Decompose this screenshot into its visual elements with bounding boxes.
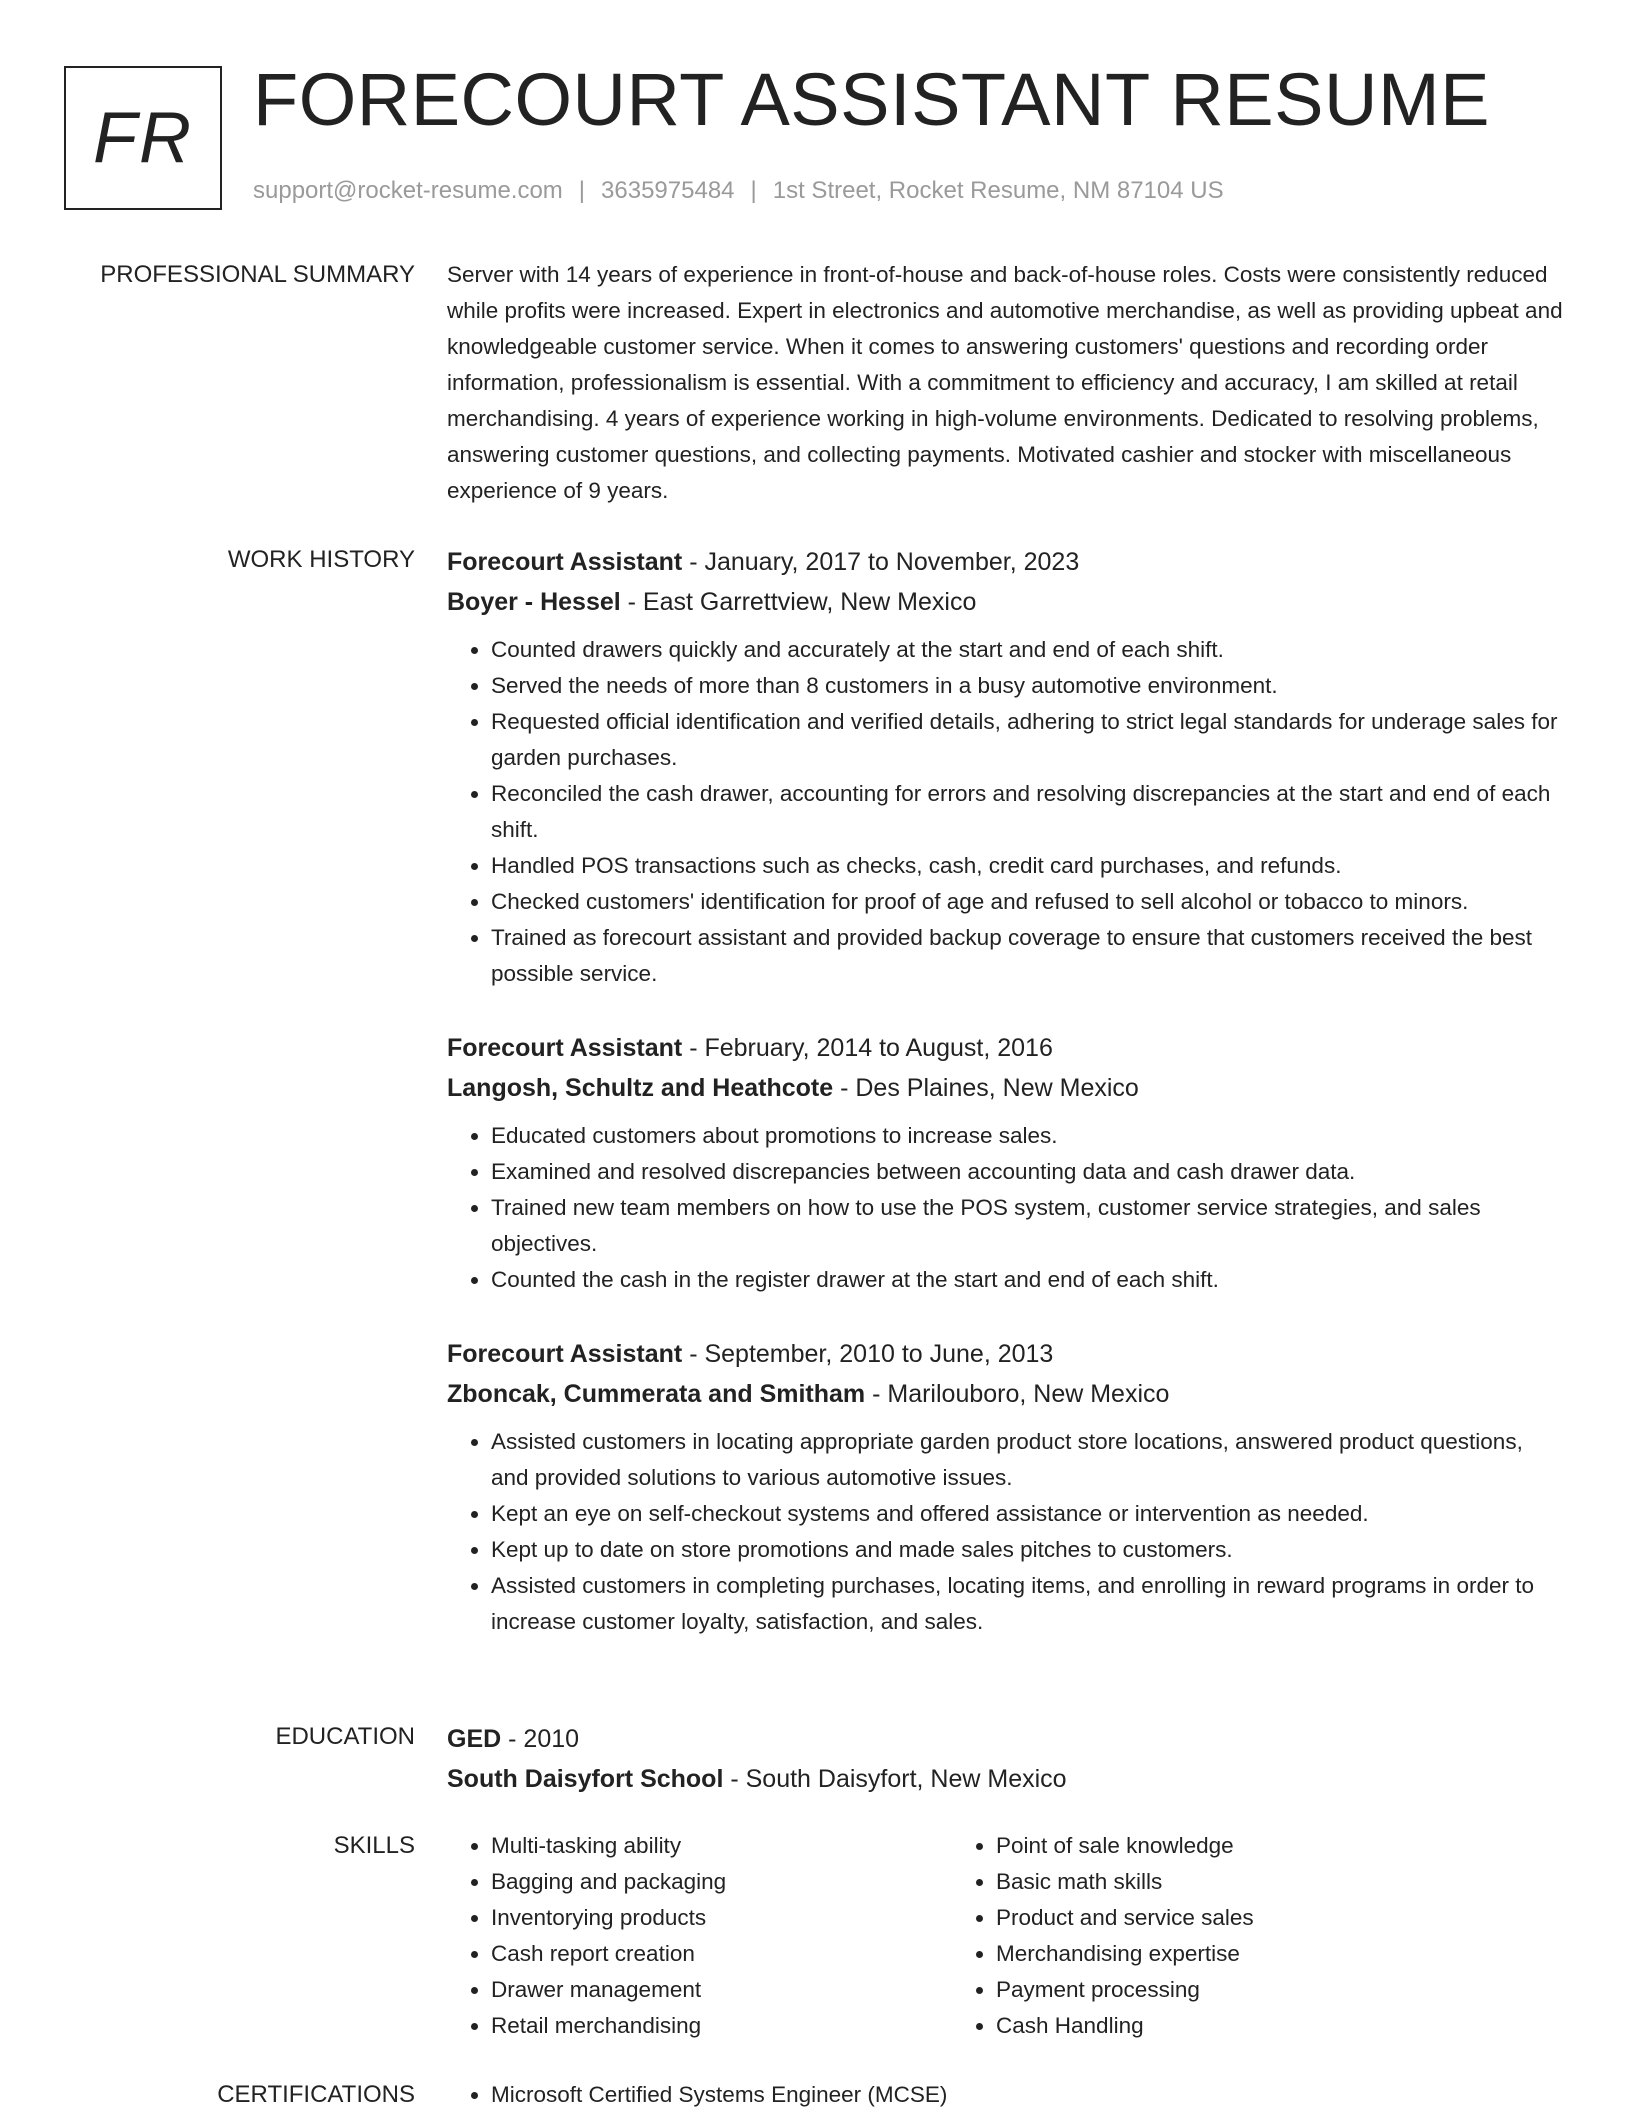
skills-list-right [952, 1828, 1457, 2044]
monogram-text: FR [93, 98, 193, 178]
job-bullet: • Reconciled the cash drawer, accounting for errors and resolving discrepancies at the start and end of each shift. [491, 776, 1565, 848]
job-bullet: • Checked customers' identification for proof of age and refused to sell alcohol or tobacco to minors. [491, 884, 1565, 920]
work-history-list [447, 542, 1565, 1676]
resume-title: FORECOURT ASSISTANT RESUME [253, 58, 1490, 141]
skill-item: • Basic math skills [996, 1864, 1457, 1900]
job-bullet: • Kept an eye on self-checkout systems and offered assistance or intervention as needed. [491, 1496, 1565, 1532]
skill-item: • Bagging and packaging [491, 1864, 952, 1900]
job-company: Langosh, Schultz and Heathcote [447, 1074, 834, 1102]
certification-item: • Microsoft Certified Systems Engineer (MCSE) [491, 2077, 1565, 2113]
education-location: - South Daisyfort, New Mexico [730, 1765, 1067, 1793]
job-location: - East Garrettview, New Mexico [627, 588, 977, 616]
job-entry [447, 1334, 1565, 1640]
skill-item: • Point of sale knowledge [996, 1828, 1457, 1864]
job-bullet: • Handled POS transactions such as checks, cash, credit card purchases, and refunds. [491, 848, 1565, 884]
job-dates: - February, 2014 to August, 2016 [689, 1034, 1053, 1062]
job-dates: - January, 2017 to November, 2023 [689, 548, 1080, 576]
section-heading: WORK HISTORY [227, 546, 415, 573]
contact-line [253, 174, 1224, 208]
job-entry [447, 542, 1565, 992]
job-bullet: • Assisted customers in locating appropriate garden product store locations, answered product questions, and provided solutions to various automotive issues. [491, 1424, 1565, 1496]
section-heading: SKILLS [333, 1832, 415, 1859]
job-bullet: • Examined and resolved discrepancies between accounting data and cash drawer data. [491, 1154, 1565, 1190]
job-bullets [447, 632, 1565, 992]
skill-item: • Retail merchandising [491, 2008, 952, 2044]
job-bullet: • Trained as forecourt assistant and provided backup coverage to ensure that customers received the best possible service. [491, 920, 1565, 992]
job-bullet: • Counted drawers quickly and accurately at the start and end of each shift. [491, 632, 1565, 668]
job-title-line [447, 1028, 1565, 1068]
skills-list-left [447, 1828, 952, 2044]
job-title: Forecourt Assistant [447, 548, 683, 576]
education-degree: GED [447, 1725, 502, 1753]
contact-address: 1st Street, Rocket Resume, NM 87104 US [772, 177, 1224, 204]
job-title: Forecourt Assistant [447, 1340, 683, 1368]
job-entry [447, 1028, 1565, 1298]
job-bullet: • Kept up to date on store promotions and made sales pitches to customers. [491, 1532, 1565, 1568]
job-bullet: • Trained new team members on how to use the POS system, customer service strategies, and sales objectives. [491, 1190, 1565, 1262]
certifications-list [447, 2077, 1565, 2113]
job-bullet: • Assisted customers in completing purchases, locating items, and enrolling in reward programs in order to increase customer loyalty, satisfaction, and sales. [491, 1568, 1565, 1640]
skill-item: • Multi-tasking ability [491, 1828, 952, 1864]
job-dates: - September, 2010 to June, 2013 [689, 1340, 1054, 1368]
skill-item: • Cash Handling [996, 2008, 1457, 2044]
job-company: Zboncak, Cummerata and Smitham [447, 1380, 866, 1408]
education-year: - 2010 [508, 1725, 580, 1753]
job-bullets [447, 1118, 1565, 1298]
skill-item: • Product and service sales [996, 1900, 1457, 1936]
skill-item: • Drawer management [491, 1972, 952, 2008]
contact-separator: | [578, 177, 586, 204]
job-location: - Marilouboro, New Mexico [872, 1380, 1170, 1408]
section-heading: CERTIFICATIONS [217, 2081, 415, 2108]
education-degree-line [447, 1719, 1565, 1759]
summary-text: Server with 14 years of experience in front-of-house and back-of-house roles. Costs were consistently reduced while profits were increased. Expert in electronics and automotive merchandise, as well as providing upbeat and knowledgeable customer service. When it comes to answering customers' questions and recording order information, professionalism is essential. With a commitment to efficiency and accuracy, I am skilled at retail merchandising. 4 years of experience working in high-volume environments. Dedicated to resolving problems, answering customer questions, and collecting payments. Motivated cashier and stocker with miscellaneous experience of 9 years. [447, 262, 1563, 503]
monogram-badge [64, 66, 222, 210]
education-school: South Daisyfort School [447, 1765, 724, 1793]
skill-item: • Inventorying products [491, 1900, 952, 1936]
job-company-line [447, 582, 1565, 622]
job-title-line [447, 542, 1565, 582]
job-bullet: • Educated customers about promotions to increase sales. [491, 1118, 1565, 1154]
job-location: - Des Plaines, New Mexico [840, 1074, 1139, 1102]
skill-item: • Cash report creation [491, 1936, 952, 1972]
job-bullet: • Requested official identification and verified details, adhering to strict legal standards for underage sales for garden purchases. [491, 704, 1565, 776]
section-heading: PROFESSIONAL SUMMARY [100, 261, 415, 288]
job-bullet: • Counted the cash in the register drawer at the start and end of each shift. [491, 1262, 1565, 1298]
contact-phone[interactable]: 3635975484 [601, 177, 735, 204]
skill-item: • Merchandising expertise [996, 1936, 1457, 1972]
job-bullet: • Served the needs of more than 8 customers in a busy automotive environment. [491, 668, 1565, 704]
job-company-line [447, 1068, 1565, 1108]
education-school-line [447, 1759, 1565, 1799]
job-company-line [447, 1374, 1565, 1414]
contact-separator: | [750, 177, 757, 204]
job-title-line [447, 1334, 1565, 1374]
education-entry [447, 1719, 1565, 1799]
contact-email[interactable]: support@rocket-resume.com [253, 177, 563, 204]
section-heading: EDUCATION [275, 1723, 415, 1750]
job-bullets [447, 1424, 1565, 1640]
skills-columns [447, 1828, 1565, 2044]
skill-item: • Payment processing [996, 1972, 1457, 2008]
job-company: Boyer - Hessel [447, 588, 621, 616]
job-title: Forecourt Assistant [447, 1034, 683, 1062]
